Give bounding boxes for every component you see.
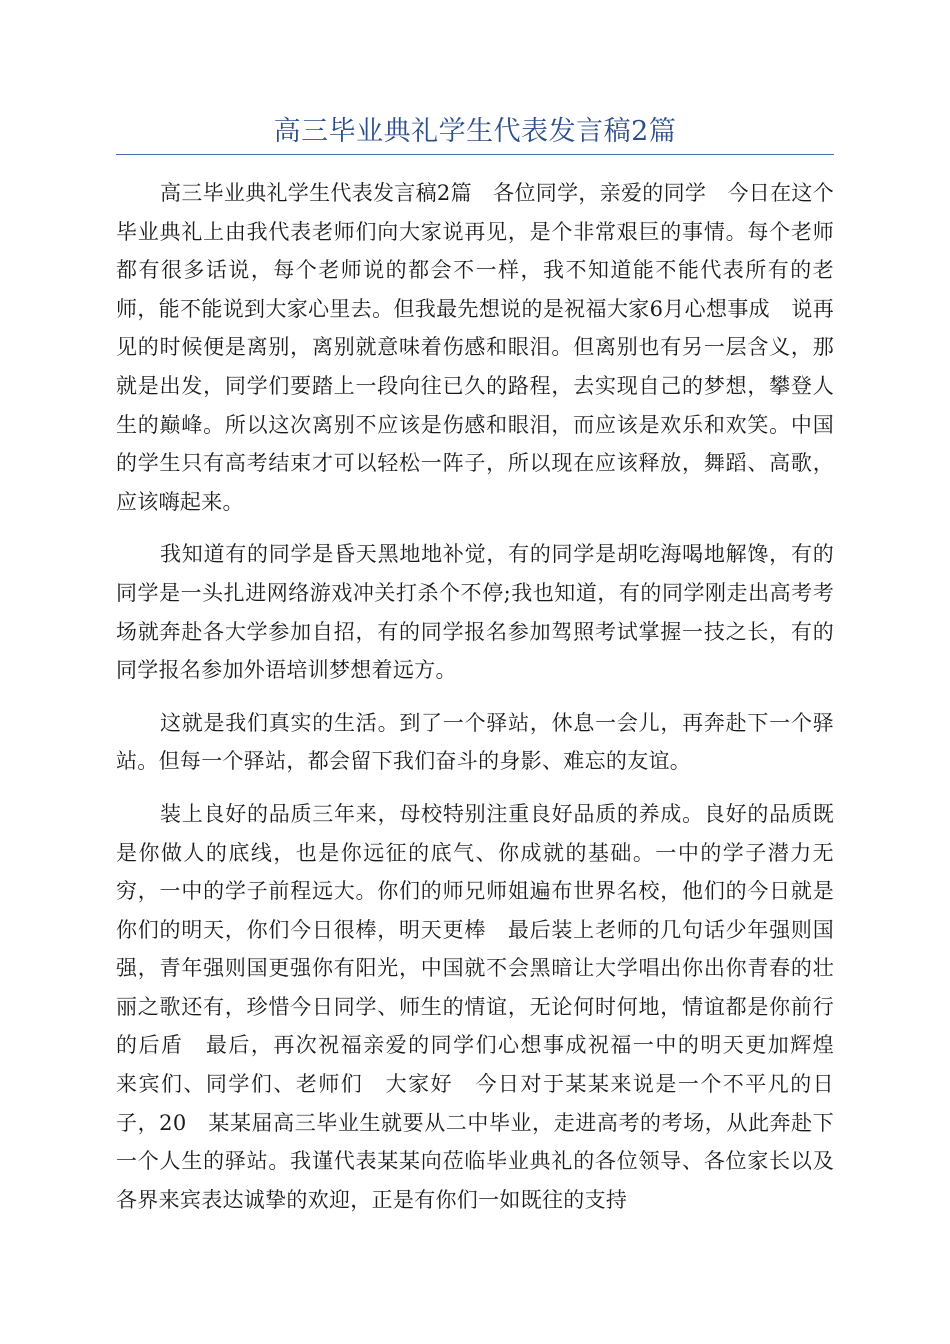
- title-underline: [116, 154, 834, 155]
- document-body: [116, 174, 856, 1233]
- paragraph-1: 高三毕业典礼学生代表发言稿2篇 各位同学，亲爱的同学 今日在这个毕业典礼上由我代表老师们向大家说再见，是个非常艰巨的事情。每个老师都有很多话说，每个老师说的都会不一样，我不知道能不能代表所有的老师，能不能说到大家心里去。但我最先想说的是祝福大家6月心想事成 说再见的时候便是离别，离别就意味着伤感和眼泪。但离别也有另一层含义，那就是出发，同学们要踏上一段向往已久的路程，去实现自己的梦想，攀登人生的巅峰。所以这次离别不应该是伤感和眼泪，而应该是欢乐和欢笑。中国的学生只有高考结束才可以轻松一阵子，所以现在应该释放，舞蹈、高歌，应该嗨起来。: [116, 181, 834, 514]
- paragraph-4: 装上良好的品质三年来，母校特别注重良好品质的养成。良好的品质既是你做人的底线，也是你远征的底气、你成就的基础。一中的学子潜力无穷，一中的学子前程远大。你们的师兄师姐遍布世界名校，他们的今日就是你们的明天，你们今日很棒，明天更棒 最后装上老师的几句话少年强则国强，青年强则国更强你有阳光，中国就不会黑暗让大学唱出你出你青春的壮丽之歌还有，珍惜今日同学、师生的情谊，无论何时何地，情谊都是你前行的后盾 最后，再次祝福亲爱的同学们心想事成祝福一中的明天更加辉煌 来宾们、同学们、老师们 大家好 今日对于某某来说是一个不平凡的日子，20 某某届高三毕业生就要从二中毕业，走进高考的考场，从此奔赴下一个人生的驿站。我谨代表某某向莅临毕业典礼的各位领导、各位家长以及各界来宾表达诚挚的欢迎，正是有你们一如既往的支持: [116, 801, 856, 1212]
- document-title: 高三毕业典礼学生代表发言稿2篇: [273, 116, 677, 147]
- paragraph-2: 我知道有的同学是昏天黑地地补觉，有的同学是胡吃海喝地解馋，有的同学是一头扎进网络游戏冲关打杀个不停;我也知道，有的同学刚走出高考考场就奔赴各大学参加自招，有的同学报名参加驾照考试掌握一技之长，有的同学报名参加外语培训梦想着远方。: [116, 542, 834, 683]
- paragraph-3: 这就是我们真实的生活。到了一个驿站，休息一会儿，再奔赴下一个驿站。但每一个驿站，都会留下我们奋斗的身影、难忘的友谊。: [116, 710, 834, 774]
